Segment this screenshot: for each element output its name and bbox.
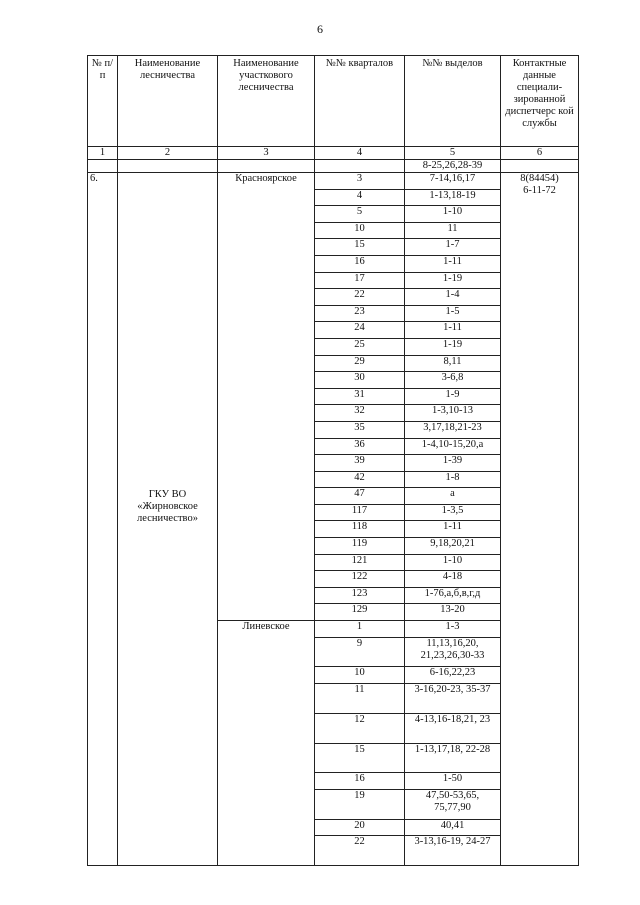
quarter-number: 10 [315,667,405,684]
allotment-numbers: 1-76,а,б,в,г,д [405,587,501,604]
allotment-numbers: 4-18 [405,571,501,588]
allotment-numbers: 3-6,8 [405,372,501,389]
quarter-number: 25 [315,338,405,355]
header-contacts: Контактные данные специали-зированной диспетчерс кой службы [501,56,579,147]
quarter-number: 15 [315,239,405,256]
quarter-number: 22 [315,289,405,306]
column-number: 1 [88,147,118,160]
column-number: 5 [405,147,501,160]
allotment-numbers: 1-11 [405,322,501,339]
continuation-row [88,160,579,173]
allotment-numbers: 1-11 [405,255,501,272]
allotment-numbers: 1-39 [405,455,501,472]
allotment-numbers: 3-16,20-23, 35-37 [405,684,501,714]
quarter-number: 119 [315,538,405,555]
allotment-numbers: 1-5 [405,305,501,322]
allotment-numbers: 1-9 [405,388,501,405]
quarter-number: 118 [315,521,405,538]
header-row [88,56,579,147]
quarter-number: 15 [315,743,405,773]
quarter-number: 30 [315,372,405,389]
allotment-numbers: 7-14,16,17 [405,173,501,190]
quarter-number: 47 [315,488,405,505]
quarter-number: 42 [315,471,405,488]
quarter-number: 11 [315,684,405,714]
allotment-numbers: 47,50-53,65, 75,77,90 [405,790,501,820]
allotment-numbers: 1-11 [405,521,501,538]
quarter-number: 1 [315,621,405,638]
column-number: 6 [501,147,579,160]
quarter-number: 24 [315,322,405,339]
allotment-numbers: 1-4,10-15,20,а [405,438,501,455]
contact-phone-code: 8(84454) [520,173,559,184]
contact-cell [501,173,579,866]
header-district: Наименование участкового лесничества [218,56,315,147]
allotment-numbers: 6-16,22,23 [405,667,501,684]
column-number: 3 [218,147,315,160]
allotment-numbers: 1-4 [405,289,501,306]
quarter-number: 39 [315,455,405,472]
quarter-number: 117 [315,504,405,521]
allotment-numbers: 1-8 [405,471,501,488]
quarter-number: 23 [315,305,405,322]
quarter-number: 17 [315,272,405,289]
header-forestry: Наименование лесничества [118,56,218,147]
quarter-number: 32 [315,405,405,422]
allotment-numbers: 8,11 [405,355,501,372]
quarter-number: 121 [315,554,405,571]
quarter-number: 9 [315,637,405,667]
allotment-numbers: 11,13,16,20, 21,23,26,30-33 [405,637,501,667]
forestry-name: ГКУ ВО «Жирновское лесничество» [118,173,218,866]
allotment-numbers: 1-13,18-19 [405,189,501,206]
quarter-number: 31 [315,388,405,405]
allotment-numbers: 9,18,20,21 [405,538,501,555]
quarter-number: 22 [315,836,405,866]
allotment-numbers: 1-50 [405,773,501,790]
allotment-numbers: а [405,488,501,505]
allotment-numbers: 4-13,16-18,21, 23 [405,713,501,743]
quarter-number: 35 [315,421,405,438]
allotment-numbers: 1-13,17,18, 22-28 [405,743,501,773]
quarter-number: 4 [315,189,405,206]
quarter-number: 29 [315,355,405,372]
contact-phone: 6-11-72 [523,185,556,196]
allotment-numbers: 1-3,5 [405,504,501,521]
page-number: 6 [317,22,323,36]
district-name: Линевское [218,621,315,866]
allotment-numbers: 11 [405,222,501,239]
entry-number: 6. [88,173,118,866]
column-number: 2 [118,147,218,160]
allotment-numbers: 1-3 [405,621,501,638]
quarter-number: 20 [315,819,405,836]
allotment-numbers: 1-10 [405,554,501,571]
allotment-numbers: 3-13,16-19, 24-27 [405,836,501,866]
allotment-numbers: 13-20 [405,604,501,621]
forestry-table [87,55,579,866]
continuation-allotments: 8-25,26,28-39 [405,160,501,173]
quarter-number: 36 [315,438,405,455]
allotment-numbers: 1-19 [405,272,501,289]
quarter-number: 16 [315,255,405,272]
quarter-number: 123 [315,587,405,604]
quarter-number: 19 [315,790,405,820]
table-row [88,173,579,190]
allotment-numbers: 1-19 [405,338,501,355]
district-name: Красноярское [218,173,315,621]
header-allotments: №№ выделов [405,56,501,147]
quarter-number: 12 [315,713,405,743]
allotment-numbers: 1-7 [405,239,501,256]
column-number: 4 [315,147,405,160]
quarter-number: 129 [315,604,405,621]
quarter-number: 10 [315,222,405,239]
quarter-number: 3 [315,173,405,190]
quarter-number: 122 [315,571,405,588]
quarter-number: 5 [315,206,405,223]
quarter-number: 16 [315,773,405,790]
allotment-numbers: 40,41 [405,819,501,836]
allotment-numbers: 3,17,18,21-23 [405,421,501,438]
column-number-row [88,147,579,160]
allotment-numbers: 1-3,10-13 [405,405,501,422]
allotment-numbers: 1-10 [405,206,501,223]
header-num: № п/п [88,56,118,147]
header-quarters: №№ кварталов [315,56,405,147]
